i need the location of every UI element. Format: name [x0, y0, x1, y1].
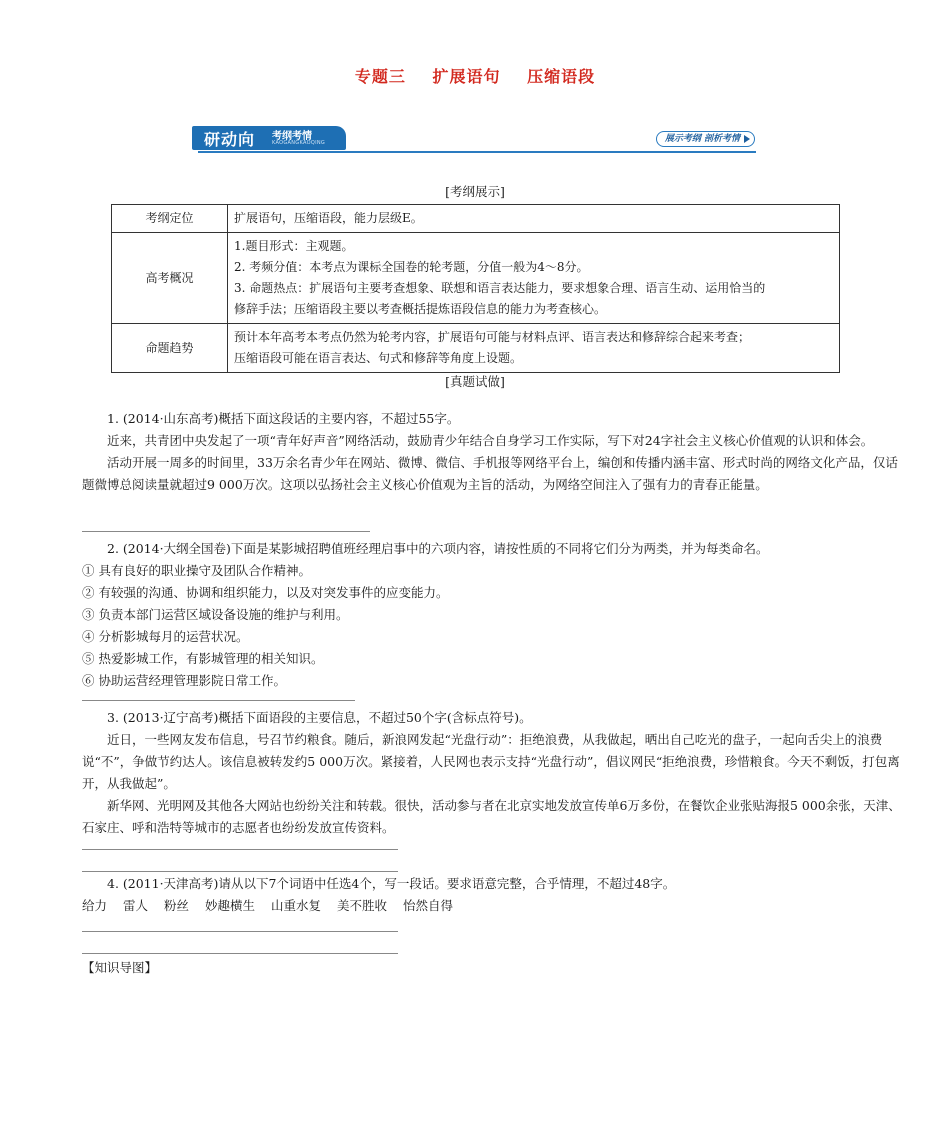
word-option: 妙趣横生 [205, 898, 256, 913]
answer-line[interactable] [82, 931, 398, 932]
section-banner [192, 124, 757, 154]
row-key: 考纲定位 [112, 205, 228, 233]
word-option: 山重水复 [271, 898, 322, 913]
answer-line[interactable] [82, 849, 398, 850]
banner-logo-big: 研动向 [204, 130, 256, 149]
question-1 [82, 408, 908, 496]
row-key: 高考概况 [112, 233, 228, 324]
row-line: 1.题目形式：主观题。 [234, 239, 354, 253]
banner-tag-text: 展示考纲 剖析考情 [664, 134, 740, 144]
question-3 [82, 707, 908, 839]
row-line: 3. 命题热点：扩展语句主要考查想象、联想和语言表达能力，要求想象合理、语言生动、运用恰当的 [234, 281, 766, 295]
row-line: 预计本年高考本考点仍然为轮考内容，扩展语句可能与材料点评、语言表达和修辞综合起来考查； [234, 330, 751, 344]
row-key: 命题趋势 [112, 324, 228, 373]
word-option: 美不胜收 [337, 898, 388, 913]
question-4-words [82, 895, 908, 917]
title-part2: 扩展语句 [432, 67, 501, 86]
row-line: 压缩语段可能在语言表达、句式和修辞等角度上设题。 [234, 351, 523, 365]
question-2-stem: 2. (2014·大纲全国卷)下面是某影城招聘值班经理启事中的六项内容，请按性质的不同将它们分为两类，并为每类命名。 [107, 541, 769, 556]
answer-line[interactable] [82, 700, 355, 701]
banner-tag [656, 131, 755, 147]
question-2-item: ② 有较强的沟通、协调和组织能力，以及对突发事件的应变能力。 [82, 585, 449, 600]
banner-logo [192, 126, 346, 150]
question-2-item: ① 具有良好的职业操守及团队合作精神。 [82, 563, 311, 578]
row-line: 扩展语句，压缩语段，能力层级E。 [234, 211, 423, 225]
banner-logo-small: 考纲考情 [272, 131, 312, 142]
question-2-item: ⑥ 协助运营经理管理影院日常工作。 [82, 673, 286, 688]
row-value [228, 324, 840, 373]
word-option: 给力 [82, 898, 108, 913]
banner-logo-pinyin: KAOGANGKAOQING [272, 140, 326, 146]
outline-label: [考纲展示] [445, 184, 505, 199]
arrow-right-icon [744, 135, 750, 143]
question-2-item: ⑤ 热爱影城工作，有影城管理的相关知识。 [82, 651, 324, 666]
question-1-stem: 1. (2014·山东高考)概括下面这段话的主要内容，不超过55字。 [107, 411, 460, 426]
row-line: 2. 考频分值：本考点为课标全国卷的轮考题，分值一般为4～8分。 [234, 260, 589, 274]
table-row [112, 205, 840, 233]
answer-line[interactable] [82, 531, 370, 532]
title-part1: 专题三 [354, 67, 406, 86]
question-1-para-1: 近来，共青团中央发起了一项“青年好声音”网络活动，鼓励青少年结合自身学习工作实际，写下对24字社会主义核心价值观的认识和体会。 [107, 433, 874, 448]
question-4 [82, 873, 908, 917]
row-line: 修辞手法；压缩语段主要以考查概括提炼语段信息的能力为考查核心。 [234, 302, 607, 316]
word-option: 怡然自得 [403, 898, 454, 913]
question-1-para-2: 活动开展一周多的时间里，33万余名青少年在网站、微博、微信、手机报等网络平台上，编创和传播内涵丰富、形式时尚的网络文化产品，仅话题微博总阅读量就超过9 000万次。这项以弘扬社会主义核心价值观为主旨的活动，为网络空间注入了强有力的青春正能量。 [82, 455, 898, 492]
row-value [228, 205, 840, 233]
page-title [0, 64, 950, 87]
answer-line[interactable] [82, 953, 398, 954]
question-2-item: ③ 负责本部门运营区域设备设施的维护与利用。 [82, 607, 349, 622]
question-2-item: ④ 分析影城每月的运营状况。 [82, 629, 249, 644]
table-row [112, 324, 840, 373]
outline-table [111, 204, 840, 373]
table-row [112, 233, 840, 324]
question-3-para-1: 近日，一些网友发布信息，号召节约粮食。随后，新浪网发起“光盘行动”：拒绝浪费，从我做起，晒出自己吃光的盘子，一起向舌尖上的浪费说“不”，争做节约达人。该信息被转发约5 000万次。紧接着，人民网也表示支持“光盘行动”，倡议网民“拒绝浪费，珍惜粮食。今天不剩饭，打包离开，从我做起”。 [82, 732, 900, 791]
question-4-stem: 4. (2011·天津高考)请从以下7个词语中任选4个，写一段话。要求语意完整，合乎情理，不超过48字。 [107, 876, 676, 891]
word-option: 粉丝 [164, 898, 190, 913]
title-part3: 压缩语段 [527, 67, 596, 86]
question-3-para-2: 新华网、光明网及其他各大网站也纷纷关注和转载。很快，活动参与者在北京实地发放宣传单6万多份，在餐饮企业张贴海报5 000余张，天津、石家庄、呼和浩特等城市的志愿者也纷纷发放宣传资料。 [82, 798, 901, 835]
question-2 [82, 538, 908, 692]
banner-underline [198, 151, 756, 153]
trial-label: [真题试做] [445, 374, 505, 389]
answer-line[interactable] [82, 871, 398, 872]
question-3-stem: 3. (2013·辽宁高考)概括下面语段的主要信息，不超过50个字(含标点符号)。 [107, 710, 532, 725]
knowledge-map-heading: 【知识导图】 [82, 960, 158, 975]
word-option: 雷人 [123, 898, 149, 913]
row-value [228, 233, 840, 324]
